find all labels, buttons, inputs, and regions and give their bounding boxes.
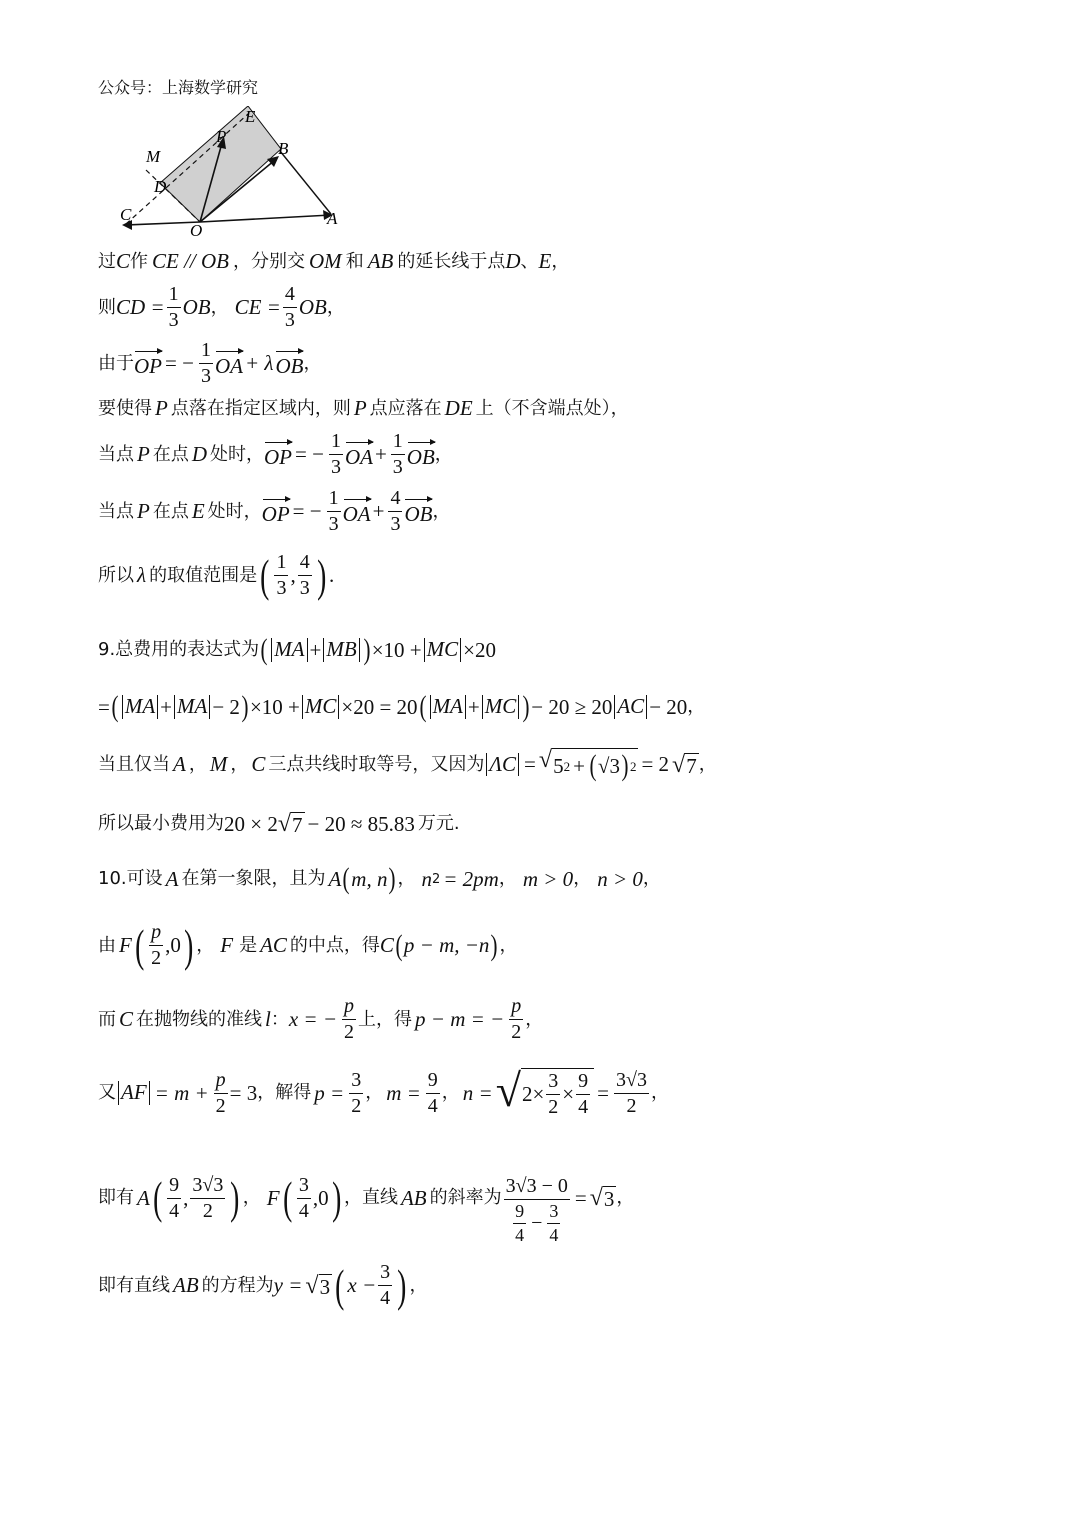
label-C: C (120, 205, 132, 224)
text-line-4: 要使得 P 点落在指定区域内，则 P 点应落在 DE 上（不含端点处）， (98, 396, 629, 420)
text-line-12: 10.可设 A 在第一象限，且为 A ( m, n ) ， n 2 = 2pm ， m > 0 ， n > 0 ， (98, 862, 661, 895)
segment-AB (280, 151, 331, 214)
vector-diagram (112, 106, 352, 236)
text-line-5: 当点 P 在点 D 处时， OP = − $\frac{1}{3}$ OA + $\frac{1}{3}$ OB ， (98, 430, 453, 478)
text-line-11: 所以最小费用为 20 × 2 √ 7 − 20 ≈ 85.83 万元. (98, 811, 460, 837)
segment-OC (126, 222, 200, 225)
text-line-13: 由 F ( p 2 ,0 ) ， F 是 AC 的中点，得 C ( p − m, −n ) ， (98, 919, 518, 971)
label-D: D (154, 177, 167, 196)
label-O: O (190, 221, 203, 236)
text-line-17: 即有直线 AB 的方程为 y = √ 3 ( x − $\frac{3}{4}$ ) ， (98, 1259, 428, 1311)
vector-OA: OA (215, 350, 243, 377)
text-line-6: 当点 P 在点 E 处时， OP = − $\frac{1}{3}$ OA + $\frac{4}{3}$ OB ， (98, 487, 451, 535)
text-line-16: 即有 A ( 9 4 , 3√3 2 ) ， F ( 3 4 ,0 ) ，直线 AB 的斜率为 3√3 − 0 9 4 − $\frac{3}{4}$ = √ 3 ， (98, 1172, 635, 1245)
text-line-14: 而 C 在抛物线的准线 l ： x = − $\frac{p}{2}$ 上，得 p − m = − $\frac{p}{2}$ ， (98, 995, 544, 1043)
vector-OP: OP (134, 350, 162, 377)
label-P: P (216, 127, 227, 146)
text-line-10: 当且仅当 A ， M ， C 三点共线时取等号，又因为 ΛC = √ 5 2 + ( √ 3 ) 2 = 2 √ 7 ， (98, 747, 717, 782)
text-line-1: 过 C 作 CE // OB ，分别交 OM 和 AB 的延长线于点 D 、 E ， (98, 249, 570, 273)
text-line-7: 所以 λ 的取值范围是 ( 1 3 , 4 3 ) . (98, 549, 335, 601)
label-B: B (278, 139, 289, 158)
text-line-8: 9.总费用的表达式为 ( MA + MB ) ×10 + MC ×20 (98, 633, 496, 666)
text-line-3: 由于 OP = − $\frac{1}{3}$ OA + λ OB ， (98, 339, 322, 387)
vector-OB: OB (275, 350, 303, 377)
label-M: M (146, 147, 161, 166)
source-label: 公众号：上海数学研究 (98, 78, 259, 97)
label-A: A (327, 209, 338, 228)
label-E: E (245, 107, 256, 126)
text-line-2: 则 CD = $\frac{1}{3}$ OB ， CE = $\frac{4}{3}$ OB ， (98, 283, 345, 331)
text-line-9: = ( MA + MA − 2 ) ×10 + MC ×20 = 20 ( MA + MC ) − 20 ≥ 20 AC − 20 ， (98, 690, 706, 723)
segment-OA (200, 215, 331, 222)
text-line-15: 又 AF = m + $\frac{p}{2}$ = 3 ，解得 p = $\frac{3}{2}$ ， m = $\frac{9}{4}$ ， n = √ 2× $\frac{3}{2}$ × $\frac{9}{4}$ = $\frac{3√3}{2}$ ， (98, 1065, 669, 1118)
